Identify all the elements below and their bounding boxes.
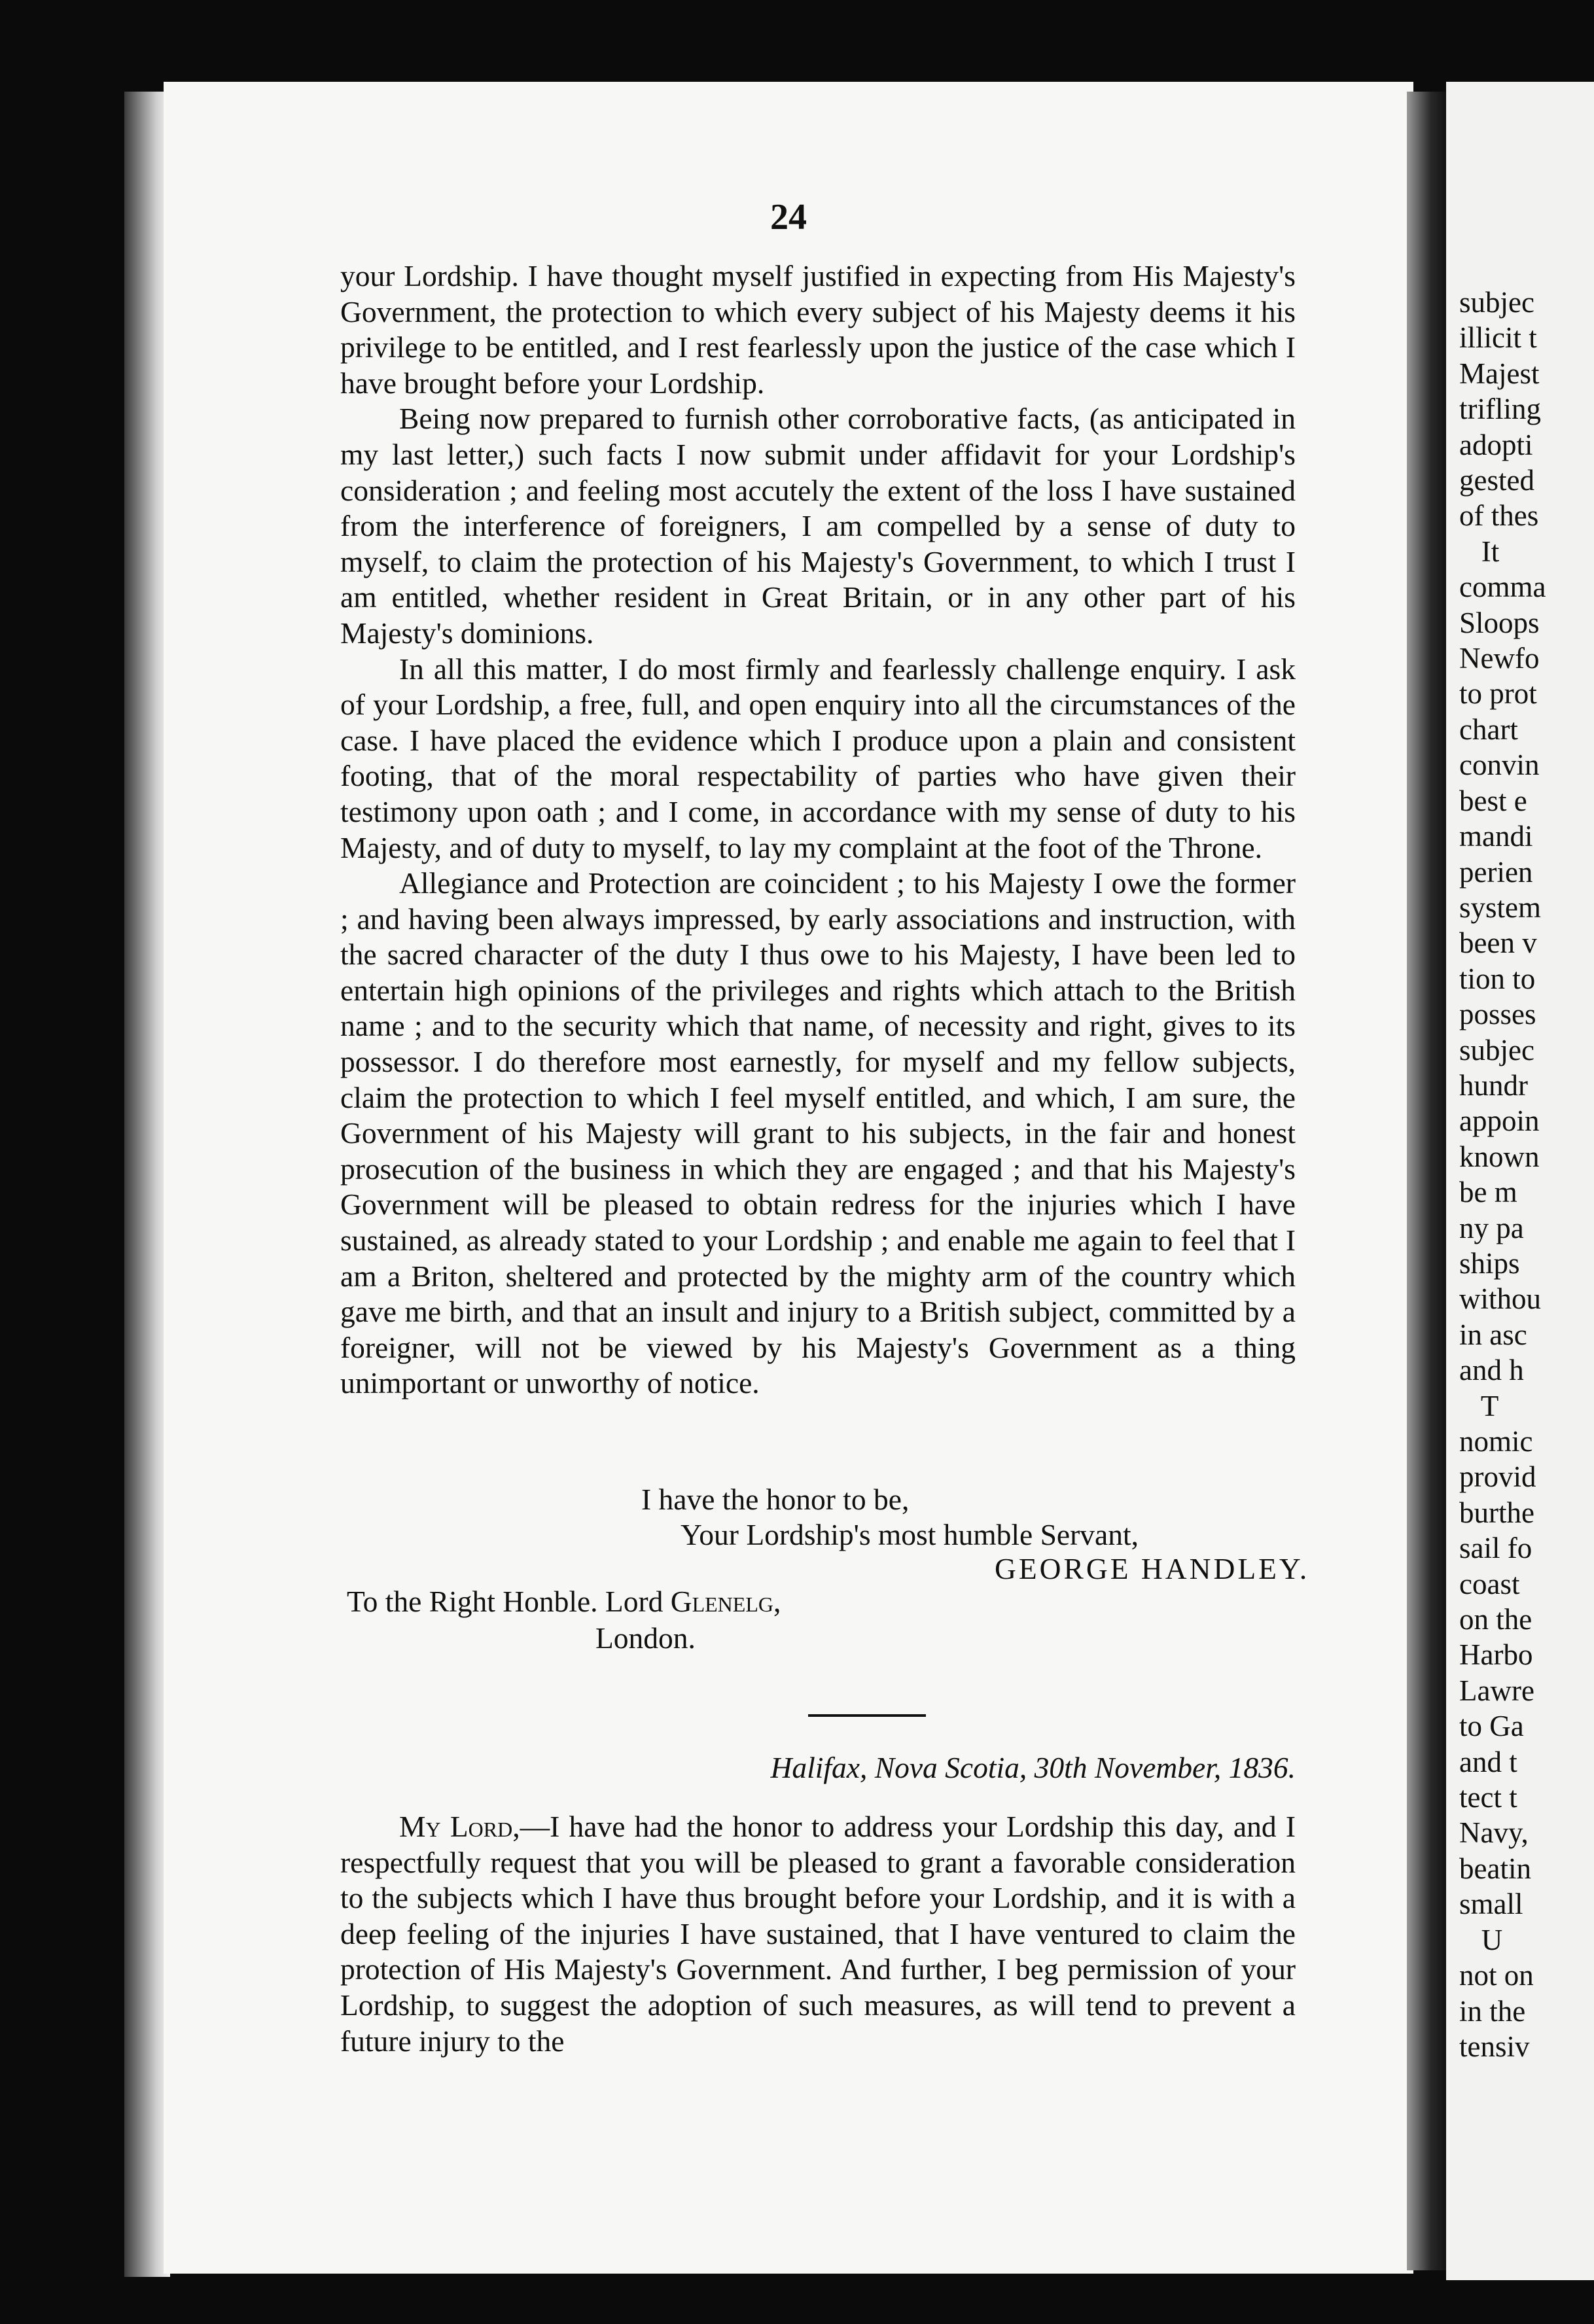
signature: GEORGE HANDLEY.: [995, 1552, 1310, 1585]
facing-page-text: [1459, 285, 1546, 2064]
facing-page-line: in asc: [1459, 1318, 1527, 1351]
facing-page-line: sail fo: [1459, 1532, 1532, 1565]
facing-page-line: and h: [1459, 1354, 1524, 1387]
section-divider: [808, 1714, 926, 1717]
facing-page-line: T: [1459, 1389, 1499, 1422]
facing-page-line: been v: [1459, 926, 1537, 960]
letter-body: [340, 258, 1296, 1401]
second-letter-text: —I have had the honor to address your Lordship this day, and I respectfully request that you will be pleased to grant a favorable consideration to the subjects which I have thus brought before your Lordship, and it is with a deep feeling of the injuries I have sustained, that I have ventured to claim the protection of His Majesty's Government. And further, I beg permission of your Lordship, to suggest the adoption of such measures, as will tend to prevent a future injury to the: [340, 1810, 1296, 2058]
page-number: 24: [770, 197, 807, 238]
facing-page-line: posses: [1459, 998, 1536, 1031]
facing-page-line: to Ga: [1459, 1710, 1524, 1743]
facing-page-line: best e: [1459, 784, 1527, 817]
facing-page-line: comma: [1459, 571, 1546, 604]
facing-page-line: Majest: [1459, 357, 1540, 390]
facing-page-line: in the: [1459, 1994, 1526, 2028]
facing-page-line: mandi: [1459, 820, 1533, 853]
facing-page-line: U: [1459, 1923, 1503, 1956]
paragraph: [340, 1809, 1296, 2059]
second-letter-body: [340, 1809, 1296, 2059]
facing-page-line: provid: [1459, 1460, 1536, 1494]
facing-page-line: Newfo: [1459, 642, 1540, 675]
facing-page-line: hundr: [1459, 1068, 1528, 1102]
facing-page-line: appoin: [1459, 1104, 1540, 1138]
paragraph: your Lordship. I have thought myself justified in expecting from His Majesty's Government, the protection to which every subject of his Majesty deems it his privilege to be entitled, and I rest fearlessly upon the justice of the case which I have brought before your Lordship.: [340, 259, 1296, 400]
paragraph: In all this matter, I do most firmly and fearlessly challenge enquiry. I ask of your Lordship, a free, full, and open enquiry into all the circumstances of the case. I have placed the evidence which I produce upon a plain and consistent footing, that of the moral respectability of parties who have given their testimony upon oath ; and I come, in accordance with my sense of duty to his Majesty, and of duty to myself, to lay my complaint at the foot of the Throne.: [340, 652, 1296, 864]
facing-page-line: gested: [1459, 464, 1534, 497]
facing-page-line: be m: [1459, 1176, 1517, 1209]
facing-page-line: tensiv: [1459, 2030, 1530, 2063]
book-gutter: [1407, 92, 1446, 2270]
facing-page-line: Navy,: [1459, 1816, 1529, 1850]
addressee-line: [347, 1583, 781, 1620]
facing-page-line: tion to: [1459, 962, 1536, 995]
facing-page-line: to prot: [1459, 677, 1537, 711]
addressee-block: [347, 1583, 781, 1657]
facing-page: [1446, 82, 1594, 2280]
facing-page-line: chart: [1459, 713, 1518, 746]
addressee-name: Glenelg,: [670, 1585, 781, 1618]
facing-page-line: tect t: [1459, 1781, 1517, 1814]
facing-page-line: and t: [1459, 1745, 1517, 1778]
closing-line-1: I have the honor to be,: [641, 1483, 910, 1516]
facing-page-line: subjec: [1459, 1033, 1534, 1066]
facing-page-line: Lawre: [1459, 1674, 1534, 1707]
facing-page-line: Sloops: [1459, 606, 1540, 639]
facing-page-line: adopti: [1459, 428, 1533, 461]
addressee-prefix: To the Right Honble. Lord: [347, 1585, 671, 1618]
addressee-city: London.: [595, 1621, 696, 1655]
facing-page-line: nomic: [1459, 1425, 1533, 1458]
facing-page-line: coast: [1459, 1567, 1520, 1600]
facing-page-line: withou: [1459, 1282, 1542, 1316]
facing-page-line: known: [1459, 1140, 1540, 1173]
dateline: Halifax, Nova Scotia, 30th November, 1836.: [770, 1751, 1296, 1784]
facing-page-line: trifling: [1459, 393, 1541, 426]
facing-page-line: beatin: [1459, 1852, 1531, 1885]
facing-page-line: burthe: [1459, 1496, 1534, 1529]
closing-line-2: Your Lordship's most humble Servant,: [681, 1518, 1139, 1551]
facing-page-line: not on: [1459, 1959, 1534, 1992]
facing-page-line: on the: [1459, 1603, 1532, 1636]
facing-page-line: small: [1459, 1888, 1523, 1921]
facing-page-line: It: [1459, 535, 1500, 568]
facing-page-line: subjec: [1459, 286, 1534, 319]
main-page: [164, 82, 1413, 2274]
paragraph: Being now prepared to furnish other corroborative facts, (as anticipated in my last letter,) such facts I now submit under affidavit for your Lordship's consideration ; and feeling most accutely the extent of the loss I have sustained from the interference of foreigners, I am compelled by a sense of duty to myself, to claim the protection of his Majesty's Government, to which I trust I am entitled, whether resident in Great Britain, or in any other part of his Majesty's dominions.: [340, 402, 1296, 650]
facing-page-line: of thes: [1459, 499, 1539, 533]
facing-page-line: ships: [1459, 1246, 1520, 1280]
facing-page-line: illicit t: [1459, 321, 1537, 355]
facing-page-line: Harbo: [1459, 1638, 1533, 1672]
facing-page-line: perien: [1459, 855, 1533, 889]
facing-page-line: convin: [1459, 748, 1540, 782]
salutation: My Lord,: [399, 1810, 520, 1843]
facing-page-line: ny pa: [1459, 1211, 1524, 1244]
paragraph: Allegiance and Protection are coincident ; to his Majesty I owe the former ; and having been always impressed, by early associations and instruction, with the sacred character of the duty I thus owe to his Majesty, I have been led to entertain high opinions of the privileges and rights which attach to the British name ; and to the security which that name, of necessity and right, gives to its possessor. I do therefore most earnestly, for myself and my fellow subjects, claim the protection to which I feel myself entitled, and which, I am sure, the Government of his Majesty will grant to his subjects, in the fair and honest prosecution of the business in which they are engaged ; and that his Majesty's Government will be pleased to obtain redress for the injuries which I have sustained, as already stated to your Lordship ; and enable me again to feel that I am a Briton, sheltered and protected by the mighty arm of the country which gave me birth, and that an insult and injury to a British subject, committed by a foreigner, will not be viewed by his Majesty's Government as a thing unimportant or unworthy of notice.: [340, 866, 1296, 1400]
facing-page-line: system: [1459, 890, 1542, 924]
